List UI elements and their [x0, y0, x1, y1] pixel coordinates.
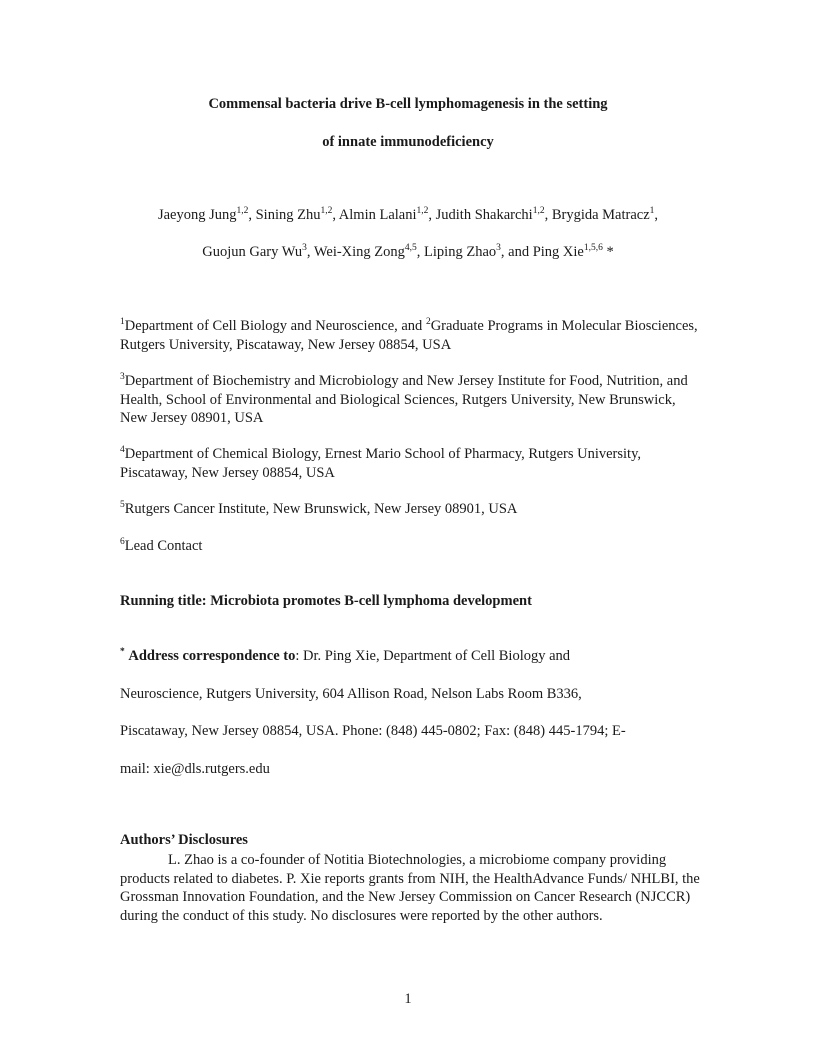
author: Liping Zhao$^3$, and [424, 243, 533, 260]
author: Sining Zhu$^{1,2}$, [255, 206, 339, 223]
author: Judith Shakarchi$^{1,2}$, [435, 206, 552, 223]
correspondence-line-2: Neuroscience, Rutgers University, 604 Allison Road, Nelson Labs Room B336, [120, 686, 582, 702]
affiliation-1-2: $^1$Department of Cell Biology and Neuroscience, and $^2$Graduate Programs in Molecular Biosciences, Rutgers University, Piscataway, New Jersey 08854, USA [120, 317, 698, 353]
author: Brygida Matracz$^1$, [551, 206, 659, 223]
disclosures-text: L. Zhao is a co-founder of Notitia Biotechnologies, a microbiome company providing products related to diabetes. P. Xie reports grants from NIH, the HealthAdvance Funds/ NHLBI, the Grossman Innovation Foundation, and the New Jersey Commission on Cancer Research (NJCCR) during the conduct of this study. No disclosures were reported by the other authors. [120, 852, 700, 924]
affiliation-3: $^3$Department of Biochemistry and Microbiology and New Jersey Institute for Food, Nutrition, and Health, School of Environmental and Biological Sciences, Rutgers University, New Brunswick, New Jersey 08901, USA [120, 372, 688, 426]
affiliation-5: $^5$Rutgers Cancer Institute, New Brunswick, New Jersey 08901, USA [120, 500, 518, 517]
affiliation-4: $^4$Department of Chemical Biology, Ernest Mario School of Pharmacy, Rutgers University, Piscataway, New Jersey 08854, USA [120, 445, 642, 481]
author: Almin Lalani$^{1,2}$, [338, 206, 436, 223]
author: Guojun Gary Wu$^3$, [202, 243, 314, 260]
correspondence-email: mail: xie@dls.rutgers.edu [120, 761, 270, 777]
author: Wei-Xing Zong$^{4,5}$, [313, 243, 425, 260]
correspondence-line-3: Piscataway, New Jersey 08854, USA. Phone: (848) 445-0802; Fax: (848) 445-1794; E- [120, 723, 626, 739]
author-list-line-2 [0, 244, 816, 261]
running-title: Running title: Microbiota promotes B-cell lymphoma development [120, 593, 532, 609]
author-list-line-1 [0, 207, 816, 224]
correspondence-line-1: * Address correspondence to: Dr. Ping Xie, Department of Cell Biology and [120, 647, 571, 664]
page-number: 1 [404, 991, 412, 1007]
disclosures-heading: Authors’ Disclosures [120, 832, 248, 848]
paper-title-line-1: Commensal bacteria drive B-cell lymphomagenesis in the setting [208, 96, 608, 112]
author: Jaeyong Jung$^{1,2}$, [157, 206, 256, 223]
author: Ping Xie$^{1,5,6}$ * [532, 243, 614, 260]
paper-title-line-2: of innate immunodeficiency [322, 134, 494, 150]
affiliation-6: $^6$Lead Contact [120, 537, 203, 554]
